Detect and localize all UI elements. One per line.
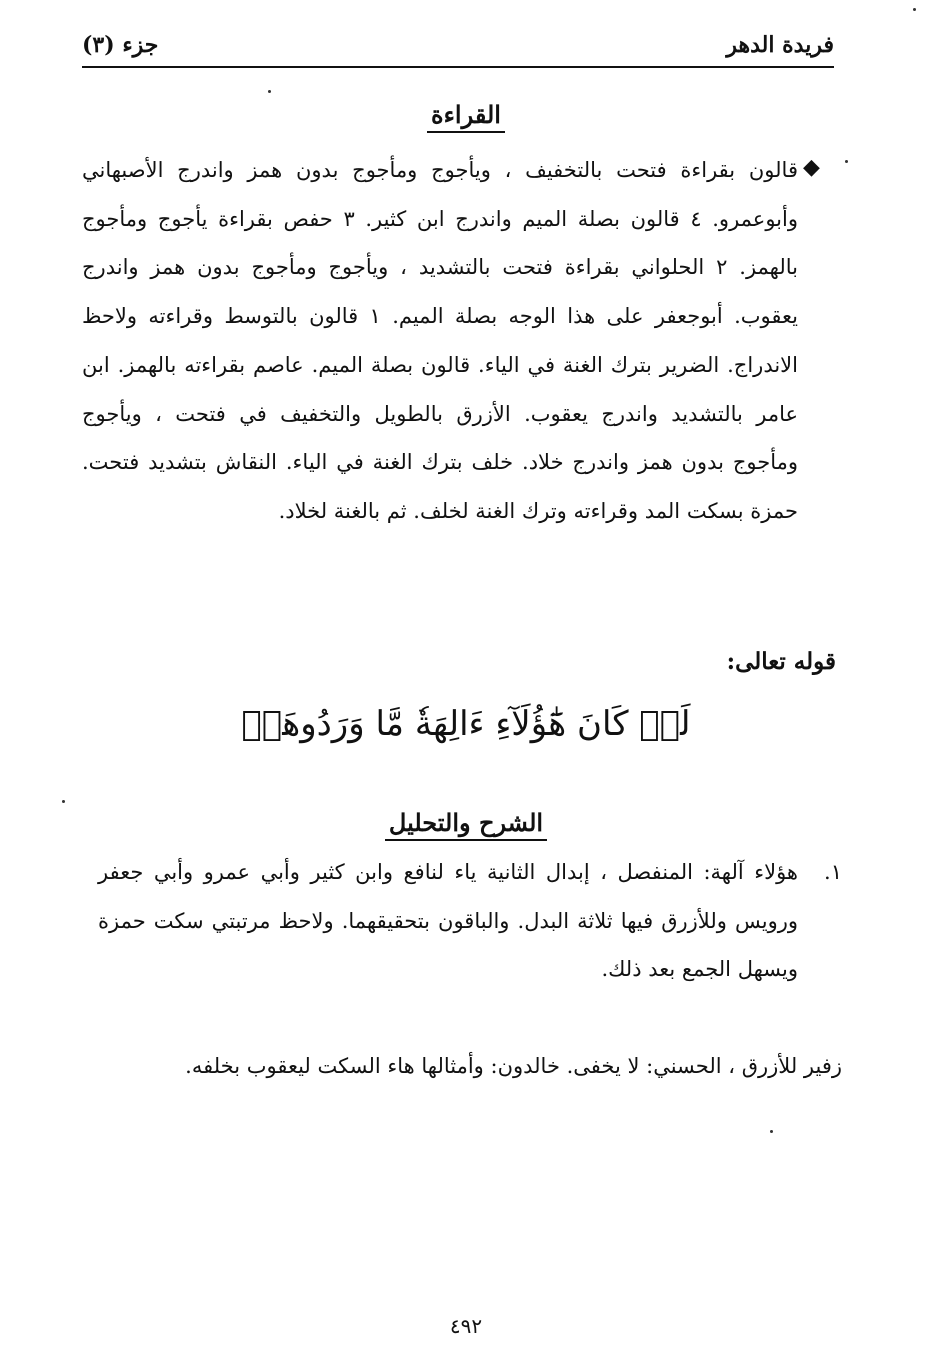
- item-number: ١.: [824, 860, 842, 884]
- running-header: [82, 30, 834, 68]
- qiraa-heading-text: القراءة: [427, 100, 505, 133]
- volume-label: جزء (٣): [82, 32, 159, 58]
- sharh-heading: [0, 808, 932, 841]
- qiraa-heading: [0, 100, 932, 133]
- ink-speck: [770, 1130, 773, 1133]
- qawluhu-label: قوله تعالى:: [726, 648, 836, 675]
- book-title: فريدة الدهر: [726, 32, 834, 58]
- sharh-note-paragraph: زفير للأزرق ، الحسني: لا يخفى. خالدون: وأمثالها هاء السكت ليعقوب بخلفه.: [185, 1054, 842, 1078]
- sharh-item-paragraph: هؤلاء آلهة: المنفصل ، إبدال الثانية ياء لنافع وابن كثير وأبي عمرو وأبي جعفر ورويس وللأزرق فيها ثلاثة البدل. والباقون بتحقيقهما. ولاحظ مرتبتي سكت حمزة ويسهل الجمع بعد ذلك.: [98, 860, 798, 982]
- sharh-heading-text: الشرح والتحليل: [385, 808, 547, 841]
- qiraa-paragraph: قالون بقراءة فتحت بالتخفيف ، ويأجوج ومأجوج بدون همز واندرج الأصبهاني وأبوعمرو. ٤ قالون بصلة الميم واندرج ابن كثير. ٣ حفص بقراءة يأجوج ومأجوج بالهمز. ٢ الحلواني بقراءة فتحت بالتشديد ، ويأجوج ومأجوج بدون همز واندرج يعقوب. أبوجعفر على هذا الوجه بصلة الميم. ١ قالون بالتوسط وقراءته ولاحظ الاندراج. الضرير بترك الغنة في الياء. قالون بصلة الميم. عاصم بقراءته بالهمز. ابن عامر بالتشديد واندرج يعقوب. الأزرق بالطويل والتخفيف في فتحت ، ويأجوج ومأجوج بدون همز واندرج خلاد. خلف بترك الغنة في الياء. النقاش بتشديد فتحت. حمزة بسكت المد وقراءته وترك الغنة لخلف. ثم بالغنة لخلاد.: [82, 158, 798, 523]
- quran-verse: لَوۡ كَانَ هَٰٓؤُلَآءِ ءَالِهَةٗ مَّا وَرَدُوهَاۖ: [241, 704, 691, 744]
- diamond-bullet-icon: ◆: [803, 155, 820, 180]
- ink-speck: [913, 8, 916, 11]
- page-number: ٤٩٢: [449, 1314, 483, 1338]
- ink-speck: [62, 800, 65, 803]
- ink-speck: [268, 90, 271, 93]
- ink-speck: [845, 160, 848, 163]
